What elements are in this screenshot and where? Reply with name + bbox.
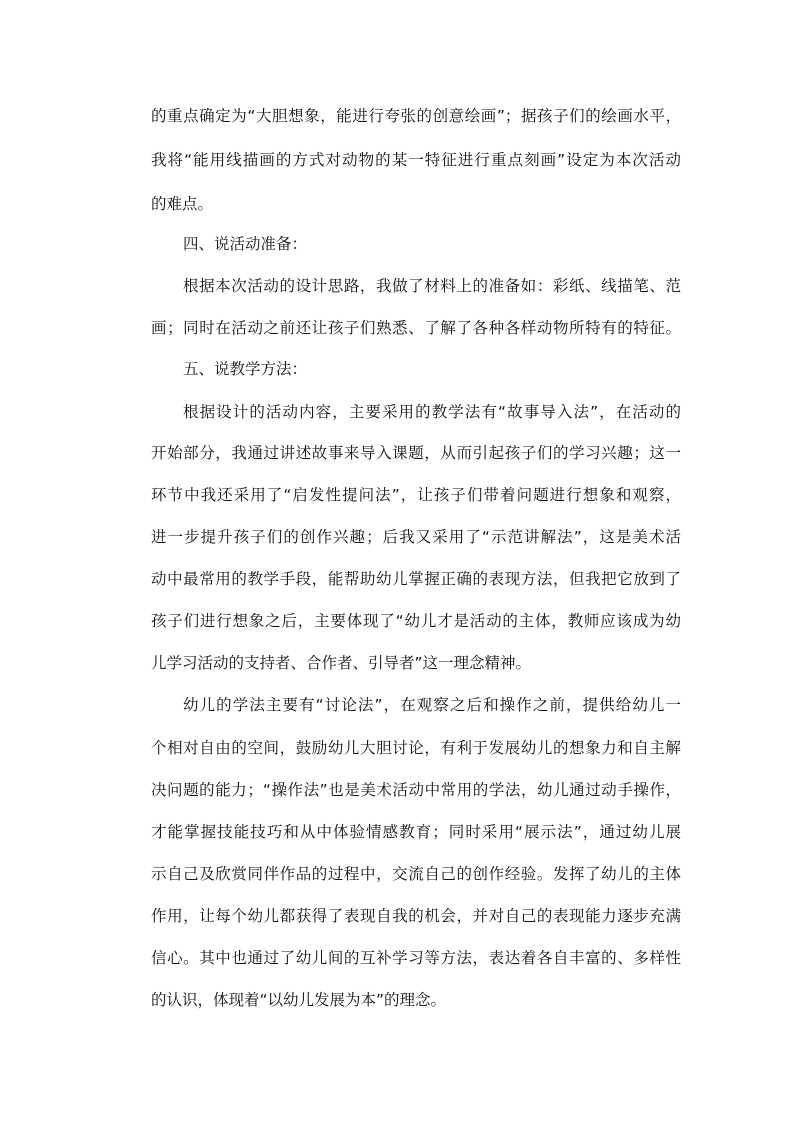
text-line: 进一步提升孩子们的创作兴趣；后我又采用了“示范讲解法”，这是美术活 [151,528,681,546]
text-line: 示自己及欣赏同伴作品的过程中，交流自己的创作经验。发挥了幼儿的主体 [151,865,681,883]
text-line: 的重点确定为“大胆想象，能进行夸张的创意绘画”；据孩子们的绘画水平， [151,107,681,125]
text-line: 作用，让每个幼儿都获得了表现自我的机会，并对自己的表现能力逐步充满 [151,907,681,925]
text-line: 孩子们进行想象之后，主要体现了“幼儿才是活动的主体，教师应该成为幼 [151,612,681,630]
text-line: 决问题的能力；“操作法”也是美术活动中常用的学法，幼儿通过动手操作， [151,781,681,799]
text-line: 的认识，体现着“以幼儿发展为本”的理念。 [151,991,447,1009]
text-line: 信心。其中也通过了幼儿间的互补学习等方法，表达着各自丰富的、多样性 [151,949,681,967]
text-line: 幼儿的学法主要有“讨论法”，在观察之后和操作之前，提供给幼儿一 [183,696,681,714]
text-line: 个相对自由的空间，鼓励幼儿大胆讨论，有利于发展幼儿的想象力和自主解 [151,739,681,757]
text-line: 环节中我还采用了“启发性提问法”，让孩子们带着问题进行想象和观察， [151,486,681,504]
text-line: 儿学习活动的支持者、合作者、引导者”这一理念精神。 [151,654,532,672]
text-line: 才能掌握技能技巧和从中体验情感教育；同时采用“展示法”，通过幼儿展 [151,823,681,841]
text-line: 画；同时在活动之前还让孩子们熟悉、了解了各种各样动物所特有的特征。 [151,319,681,337]
text-line: 我将“能用线描画的方式对动物的某一特征进行重点刻画”设定为本次活动 [151,151,681,169]
text-line: 的难点。 [151,195,214,213]
section-heading: 四、说活动准备： [183,235,308,253]
text-line: 根据本次活动的设计思路，我做了材料上的准备如：彩纸、线描笔、范 [183,277,681,295]
text-line: 动中最常用的教学手段，能帮助幼儿掌握正确的表现方法，但我把它放到了 [151,570,681,588]
text-line: 根据设计的活动内容，主要采用的教学法有“故事导入法”，在活动的 [183,403,681,421]
text-line: 开始部分，我通过讲述故事来导入课题，从而引起孩子们的学习兴趣；这一 [151,444,681,462]
section-heading: 五、说教学方法： [183,360,308,378]
